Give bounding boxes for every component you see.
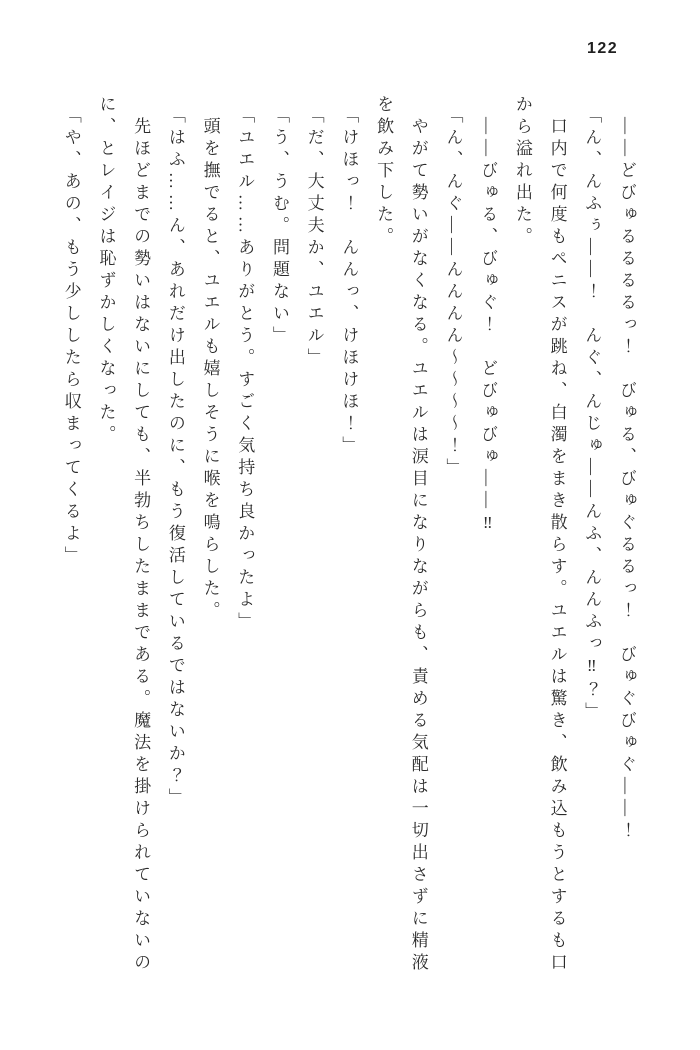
narration-line: 先ほどまでの勢いはないにしても、半勃ちしたままである。魔法を掛けられていないのに、とレイジは恥ずかしくなった。 — [96, 95, 151, 975]
page-text — [53, 95, 643, 980]
dialogue-line: 「はふ……ん、あれだけ出したのに、もう復活しているではないか？」 — [165, 106, 185, 810]
sound-effect-line: ――どびゅるるるるっ！ びゅる、びゅぐるるっ！ びゅぐびゅぐ――！ — [617, 117, 636, 843]
sound-effect-line: ――びゅる、びゅぐ！ どびゅびゅ――‼ — [478, 117, 498, 537]
dialogue-line: 「ん、んふぅ――！ んぐ、んじゅ――んふ、んんふっ‼？」 — [582, 106, 602, 724]
dialogue-line: 「ユエル……ありがとう。すごく気持ち良かったよ」 — [235, 106, 255, 634]
narration-line: やがて勢いがなくなる。ユエルは涙目になりながらも、責める気配は一切出さずに精液を飲み下した。 — [374, 95, 428, 975]
narration-line: 口内で何度もペニスが跳ね、白濁をまき散らす。ユエルは驚き、飲み込もうとするも口から溢れ出た。 — [512, 95, 567, 975]
dialogue-line: 「けほっ！ んんっ、けほけほ！」 — [339, 106, 359, 458]
dialogue-line: 「ん、んぐ――んんんん〜〜〜〜！」 — [443, 106, 463, 480]
page-number: 122 — [587, 40, 619, 57]
dialogue-line: 「う、うむ。問題ない」 — [269, 106, 289, 348]
dialogue-line: 「や、あの、もう少ししたら収まってくるよ」 — [61, 106, 81, 568]
dialogue-line: 「だ、大丈夫か、ユエル」 — [304, 106, 324, 370]
narration-line: 頭を撫でると、ユエルも嬉しそうに喉を鳴らした。 — [200, 117, 220, 623]
